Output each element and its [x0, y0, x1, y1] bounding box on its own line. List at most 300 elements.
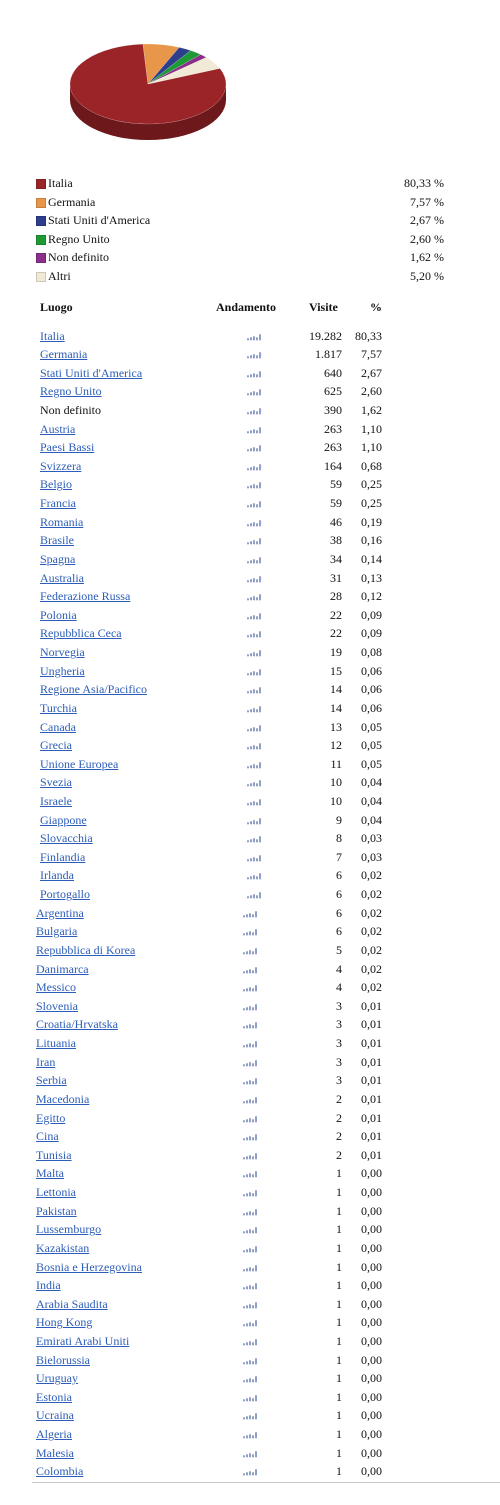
table-row: [0, 1258, 500, 1277]
percent-value: 0,02: [361, 942, 382, 957]
table-row: [0, 606, 500, 625]
table-row: [0, 494, 500, 513]
visits-value: 59: [330, 477, 342, 492]
trend-sparkline-icon[interactable]: [240, 1369, 260, 1388]
trend-sparkline-icon[interactable]: [244, 773, 264, 792]
percent-value: 0,19: [361, 514, 382, 529]
country-link[interactable]: Arabia Saudita: [36, 1296, 108, 1311]
table-row: [0, 1127, 500, 1146]
table-row: [0, 1388, 500, 1407]
trend-sparkline-icon[interactable]: [240, 1295, 260, 1314]
country-link[interactable]: Austria: [40, 421, 76, 436]
percent-value: 0,00: [361, 1445, 382, 1460]
trend-sparkline-icon[interactable]: [244, 475, 264, 494]
percent-value: 0,00: [361, 1427, 382, 1442]
visits-value: 1: [336, 1333, 342, 1348]
legend-item: [36, 174, 446, 193]
percent-value: 1,10: [361, 440, 382, 455]
visits-value: 1.817: [315, 347, 342, 362]
percent-value: 0,00: [361, 1296, 382, 1311]
percent-value: 0,01: [361, 998, 382, 1013]
visits-value: 19.282: [309, 328, 342, 343]
table-row: [0, 364, 500, 383]
legend-swatch: [36, 272, 46, 282]
trend-sparkline-icon[interactable]: [244, 438, 264, 457]
country-link[interactable]: Tunisia: [36, 1147, 72, 1162]
trend-sparkline-icon[interactable]: [244, 680, 264, 699]
country-link[interactable]: Spagna: [40, 551, 76, 566]
trend-sparkline-icon[interactable]: [240, 1034, 260, 1053]
visits-value: 1: [336, 1278, 342, 1293]
trend-sparkline-icon[interactable]: [244, 569, 264, 588]
visits-value: 31: [330, 570, 342, 585]
trend-sparkline-icon[interactable]: [244, 494, 264, 513]
visits-value: 3: [336, 1017, 342, 1032]
percent-value: 0,05: [361, 738, 382, 753]
table-row: [0, 1146, 500, 1165]
country-link[interactable]: Italia: [40, 328, 65, 343]
percent-value: 0,00: [361, 1222, 382, 1237]
trend-sparkline-icon[interactable]: [240, 1183, 260, 1202]
country-link[interactable]: Grecia: [40, 738, 72, 753]
percent-value: 0,01: [361, 1147, 382, 1162]
country-link[interactable]: Pakistan: [36, 1203, 77, 1218]
visits-value: 1: [336, 1240, 342, 1255]
trend-sparkline-icon[interactable]: [240, 941, 260, 960]
visits-value: 9: [336, 812, 342, 827]
trend-sparkline-icon[interactable]: [240, 904, 260, 923]
trend-sparkline-icon[interactable]: [240, 1202, 260, 1221]
visits-value: 4: [336, 980, 342, 995]
trend-sparkline-icon[interactable]: [244, 327, 264, 346]
country-link[interactable]: Federazione Russa: [40, 589, 131, 604]
trend-sparkline-icon[interactable]: [240, 1015, 260, 1034]
visits-value: 1: [336, 1352, 342, 1367]
country-link[interactable]: Cina: [36, 1129, 59, 1144]
trend-sparkline-icon[interactable]: [240, 1462, 260, 1481]
legend-swatch: [36, 253, 46, 263]
legend-percent: 80,33 %: [404, 176, 444, 190]
trend-sparkline-icon[interactable]: [244, 829, 264, 848]
percent-value: 0,01: [361, 1036, 382, 1051]
percent-value: 0,01: [361, 1073, 382, 1088]
percent-value: 0,02: [361, 961, 382, 976]
trend-sparkline-icon[interactable]: [244, 811, 264, 830]
country-link[interactable]: Slovacchia: [40, 831, 93, 846]
percent-value: 0,06: [361, 682, 382, 697]
visits-value: 625: [324, 384, 342, 399]
table-row: [0, 531, 500, 550]
table-row: [0, 904, 500, 923]
country-link[interactable]: Giappone: [40, 812, 87, 827]
trend-sparkline-icon[interactable]: [240, 1313, 260, 1332]
percent-value: 0,09: [361, 607, 382, 622]
country-link[interactable]: Serbia: [36, 1073, 67, 1088]
percent-value: 0,05: [361, 756, 382, 771]
visits-value: 1: [336, 1445, 342, 1460]
country-link[interactable]: Hong Kong: [36, 1315, 93, 1330]
visits-value: 2: [336, 1110, 342, 1125]
country-link[interactable]: Kazakistan: [36, 1240, 90, 1255]
country-link[interactable]: Unione Europea: [40, 756, 119, 771]
legend-label: Altri: [48, 268, 71, 283]
country-link[interactable]: Irlanda: [40, 868, 74, 883]
visits-value: 1: [336, 1408, 342, 1423]
country-link[interactable]: Egitto: [36, 1110, 66, 1125]
trend-sparkline-icon[interactable]: [244, 457, 264, 476]
table-row: [0, 1164, 500, 1183]
percent-value: 0,00: [361, 1185, 382, 1200]
trend-sparkline-icon[interactable]: [244, 513, 264, 532]
trend-sparkline-icon[interactable]: [244, 755, 264, 774]
table-row: [0, 382, 500, 401]
percent-value: 2,67: [361, 365, 382, 380]
percent-value: 0,25: [361, 477, 382, 492]
country-link[interactable]: Malta: [36, 1166, 64, 1181]
table-row: [0, 1313, 500, 1332]
visits-value: 28: [330, 589, 342, 604]
trend-sparkline-icon[interactable]: [240, 1109, 260, 1128]
table-row: [0, 1295, 500, 1314]
table-row: [0, 866, 500, 885]
legend-percent: 2,67 %: [410, 213, 444, 228]
country-link[interactable]: Emirati Arabi Uniti: [36, 1333, 130, 1348]
legend-label: Stati Uniti d'America: [48, 213, 151, 228]
country-link[interactable]: Lituania: [36, 1036, 76, 1051]
percent-value: 0,02: [361, 868, 382, 883]
country-link[interactable]: Slovenia: [36, 998, 78, 1013]
table-row: [0, 1109, 500, 1128]
legend-percent: 1,62 %: [410, 250, 444, 265]
country-link[interactable]: Macedonia: [36, 1091, 90, 1106]
visits-value: 2: [336, 1091, 342, 1106]
country-link[interactable]: Romania: [40, 514, 84, 529]
visits-value: 1: [336, 1389, 342, 1404]
table-row: [0, 1034, 500, 1053]
trend-sparkline-icon[interactable]: [244, 848, 264, 867]
country-link[interactable]: Repubblica di Korea: [36, 942, 136, 957]
country-link[interactable]: Ucraina: [36, 1408, 74, 1423]
country-link[interactable]: Bielorussia: [36, 1352, 90, 1367]
table-row: [0, 1332, 500, 1351]
visits-value: 1: [336, 1315, 342, 1330]
country-link[interactable]: Svezia: [40, 775, 72, 790]
legend-percent: 2,60 %: [410, 231, 444, 246]
table-row: [0, 755, 500, 774]
country-link[interactable]: Norvegia: [40, 645, 85, 660]
percent-value: 0,68: [361, 458, 382, 473]
legend-swatch: [36, 235, 46, 245]
percent-value: 1,62: [361, 402, 382, 417]
table-row: [0, 513, 500, 532]
country-link[interactable]: Argentina: [36, 905, 84, 920]
percent-value: 0,00: [361, 1278, 382, 1293]
percent-value: 0,00: [361, 1408, 382, 1423]
table-row: [0, 587, 500, 606]
visits-value: 1: [336, 1296, 342, 1311]
table-row: [0, 1183, 500, 1202]
visits-value: 19: [330, 645, 342, 660]
visits-value: 8: [336, 831, 342, 846]
percent-value: 0,06: [361, 663, 382, 678]
trend-sparkline-icon[interactable]: [240, 1071, 260, 1090]
percent-value: 0,04: [361, 812, 382, 827]
trend-sparkline-icon[interactable]: [240, 1220, 260, 1239]
table-row: [0, 1239, 500, 1258]
trend-sparkline-icon[interactable]: [244, 587, 264, 606]
trend-sparkline-icon[interactable]: [240, 1164, 260, 1183]
trend-sparkline-icon[interactable]: [244, 643, 264, 662]
percent-value: 0,09: [361, 626, 382, 641]
percent-value: 0,12: [361, 589, 382, 604]
percent-value: 0,06: [361, 700, 382, 715]
visits-value: 263: [324, 440, 342, 455]
percent-value: 0,03: [361, 849, 382, 864]
percent-value: 0,00: [361, 1240, 382, 1255]
country-link[interactable]: India: [36, 1278, 61, 1293]
visits-value: 10: [330, 775, 342, 790]
country-link[interactable]: Polonia: [40, 607, 77, 622]
percent-value: 0,01: [361, 1091, 382, 1106]
header-place: Luogo: [40, 300, 73, 314]
table-row: [0, 401, 500, 420]
table-row: [0, 885, 500, 904]
header-trend: Andamento: [216, 300, 277, 314]
percent-value: 0,03: [361, 831, 382, 846]
country-link[interactable]: Bosnia e Herzegovina: [36, 1259, 142, 1274]
country-link[interactable]: Brasile: [40, 533, 74, 548]
trend-sparkline-icon[interactable]: [240, 960, 260, 979]
legend-percent: 5,20 %: [410, 268, 444, 283]
visits-value: 1: [336, 1185, 342, 1200]
visits-value: 15: [330, 663, 342, 678]
table-row: [0, 978, 500, 997]
visits-value: 3: [336, 998, 342, 1013]
trend-sparkline-icon[interactable]: [244, 792, 264, 811]
trend-sparkline-icon[interactable]: [244, 382, 264, 401]
percent-value: 0,05: [361, 719, 382, 734]
trend-sparkline-icon[interactable]: [240, 1090, 260, 1109]
percent-value: 0,02: [361, 924, 382, 939]
table-row: [0, 792, 500, 811]
trend-sparkline-icon[interactable]: [244, 699, 264, 718]
country-link[interactable]: Portogallo: [40, 887, 90, 902]
visits-value: 22: [330, 607, 342, 622]
table-row: [0, 1425, 500, 1444]
country-link[interactable]: Lussemburgo: [36, 1222, 102, 1237]
visits-value: 164: [324, 458, 342, 473]
table-row: [0, 1202, 500, 1221]
percent-value: 80,33: [355, 328, 382, 343]
visits-value: 263: [324, 421, 342, 436]
percent-value: 0,00: [361, 1389, 382, 1404]
trend-sparkline-icon[interactable]: [244, 866, 264, 885]
trend-sparkline-icon[interactable]: [244, 624, 264, 643]
trend-sparkline-icon[interactable]: [240, 1258, 260, 1277]
table-row: [0, 922, 500, 941]
visits-value: 4: [336, 961, 342, 976]
table-row: [0, 997, 500, 1016]
percent-value: 0,00: [361, 1315, 382, 1330]
percent-value: 0,14: [361, 551, 382, 566]
table-row: [0, 811, 500, 830]
trend-sparkline-icon[interactable]: [244, 364, 264, 383]
table-row: [0, 1220, 500, 1239]
country-link[interactable]: Messico: [36, 980, 76, 995]
country-link[interactable]: Repubblica Ceca: [40, 626, 122, 641]
table-row: [0, 1090, 500, 1109]
country-link[interactable]: Iran: [36, 1054, 56, 1069]
trend-sparkline-icon[interactable]: [244, 736, 264, 755]
country-link[interactable]: Francia: [40, 496, 76, 511]
country-link[interactable]: Uruguay: [36, 1371, 78, 1386]
percent-value: 0,02: [361, 905, 382, 920]
table-row: [0, 680, 500, 699]
country-link[interactable]: Bulgaria: [36, 924, 78, 939]
percent-value: 0,00: [361, 1371, 382, 1386]
percent-value: 0,01: [361, 1129, 382, 1144]
trend-sparkline-icon[interactable]: [240, 1332, 260, 1351]
table-row: [0, 438, 500, 457]
trend-sparkline-icon[interactable]: [244, 420, 264, 439]
percent-value: 0,08: [361, 645, 382, 660]
table-row: [0, 345, 500, 364]
trend-sparkline-icon[interactable]: [240, 1053, 260, 1072]
country-link[interactable]: Turchia: [40, 700, 77, 715]
table-row: [0, 1053, 500, 1072]
table-row: [0, 475, 500, 494]
percent-value: 0,01: [361, 1054, 382, 1069]
percent-value: 0,01: [361, 1017, 382, 1032]
table-row: [0, 420, 500, 439]
trend-sparkline-icon[interactable]: [244, 401, 264, 420]
percent-value: 0,00: [361, 1259, 382, 1274]
visits-value: 10: [330, 794, 342, 808]
percent-value: 2,60: [361, 384, 382, 399]
trend-sparkline-icon[interactable]: [244, 606, 264, 625]
visits-value: 1: [336, 1464, 342, 1479]
percent-value: 0,00: [361, 1166, 382, 1181]
legend-swatch: [36, 216, 46, 226]
visits-value: 1: [336, 1427, 342, 1442]
percent-value: 0,02: [361, 887, 382, 902]
table-row: [0, 327, 500, 346]
percent-value: 0,01: [361, 1110, 382, 1125]
trend-sparkline-icon[interactable]: [240, 1388, 260, 1407]
trend-sparkline-icon[interactable]: [240, 1351, 260, 1370]
country-link[interactable]: Ungheria: [40, 663, 85, 678]
table-row: [0, 569, 500, 588]
trend-sparkline-icon[interactable]: [244, 662, 264, 681]
visits-value: 1: [336, 1371, 342, 1386]
country-link[interactable]: Regno Unito: [40, 384, 102, 399]
country-link[interactable]: Regione Asia/Pacifico: [40, 682, 147, 697]
legend-label: Italia: [48, 176, 73, 190]
legend-swatch: [36, 198, 46, 208]
country-link[interactable]: Croatia/Hrvatska: [36, 1017, 118, 1032]
trend-sparkline-icon[interactable]: [244, 345, 264, 364]
table-row: [0, 1276, 500, 1295]
percent-value: 0,25: [361, 496, 382, 511]
trend-sparkline-icon[interactable]: [244, 718, 264, 737]
country-link[interactable]: Finlandia: [40, 849, 86, 864]
visits-value: 1: [336, 1259, 342, 1274]
country-link[interactable]: Paesi Bassi: [40, 440, 95, 455]
percent-value: 0,00: [361, 1352, 382, 1367]
visits-value: 13: [330, 719, 342, 734]
country-link[interactable]: Estonia: [36, 1389, 72, 1404]
percent-value: 0,16: [361, 533, 382, 548]
trend-sparkline-icon[interactable]: [240, 1127, 260, 1146]
table-row: [0, 848, 500, 867]
table-row: [0, 960, 500, 979]
country-link[interactable]: Colombia: [36, 1464, 84, 1479]
visits-value: 390: [324, 402, 342, 417]
percent-value: 7,57: [361, 347, 382, 362]
table-row: [0, 1369, 500, 1388]
visits-value: 3: [336, 1054, 342, 1069]
country-link[interactable]: Australia: [40, 570, 84, 585]
legend-percent: 7,57 %: [410, 194, 444, 209]
trend-sparkline-icon[interactable]: [244, 531, 264, 550]
visits-value: 6: [336, 924, 342, 939]
percent-value: 1,10: [361, 421, 382, 436]
trend-sparkline-icon[interactable]: [240, 922, 260, 941]
pie-chart: [68, 40, 238, 150]
legend-item: [36, 248, 446, 267]
table-row: [0, 718, 500, 737]
table-row: [0, 1406, 500, 1425]
visits-value: 12: [330, 738, 342, 753]
visits-value: 11: [330, 756, 342, 771]
trend-sparkline-icon[interactable]: [240, 1406, 260, 1425]
visits-value: 640: [324, 365, 342, 380]
country-link[interactable]: Malesia: [36, 1445, 74, 1460]
country-link[interactable]: Lettonia: [36, 1185, 76, 1200]
trend-sparkline-icon[interactable]: [244, 885, 264, 904]
table-row: [0, 643, 500, 662]
trend-sparkline-icon[interactable]: [240, 1425, 260, 1444]
percent-value: 0,00: [361, 1203, 382, 1218]
visits-value: 38: [330, 533, 342, 548]
trend-sparkline-icon[interactable]: [240, 978, 260, 997]
country-link[interactable]: Svizzera: [40, 458, 82, 473]
legend-item: [36, 230, 446, 249]
table-row: [0, 1444, 500, 1463]
country-link[interactable]: Stati Uniti d'America: [40, 365, 143, 380]
trend-sparkline-icon[interactable]: [240, 997, 260, 1016]
country-link[interactable]: Belgio: [40, 477, 72, 492]
percent-value: 0,00: [361, 1464, 382, 1479]
trend-sparkline-icon[interactable]: [240, 1276, 260, 1295]
visits-value: 2: [336, 1129, 342, 1144]
country-link[interactable]: Canada: [40, 719, 76, 734]
table-row: [0, 1015, 500, 1034]
country-link[interactable]: Danimarca: [36, 961, 89, 976]
table-row: [0, 829, 500, 848]
visits-value: 6: [336, 905, 342, 920]
trend-sparkline-icon[interactable]: [244, 550, 264, 569]
trend-sparkline-icon[interactable]: [240, 1146, 260, 1165]
country-link[interactable]: Algeria: [36, 1427, 72, 1442]
trend-sparkline-icon[interactable]: [240, 1239, 260, 1258]
trend-sparkline-icon[interactable]: [240, 1444, 260, 1463]
visits-value: 6: [336, 868, 342, 883]
country-link[interactable]: Israele: [40, 794, 72, 808]
visits-value: 5: [336, 942, 342, 957]
country-link[interactable]: Germania: [40, 347, 88, 362]
legend-item: [36, 267, 446, 286]
